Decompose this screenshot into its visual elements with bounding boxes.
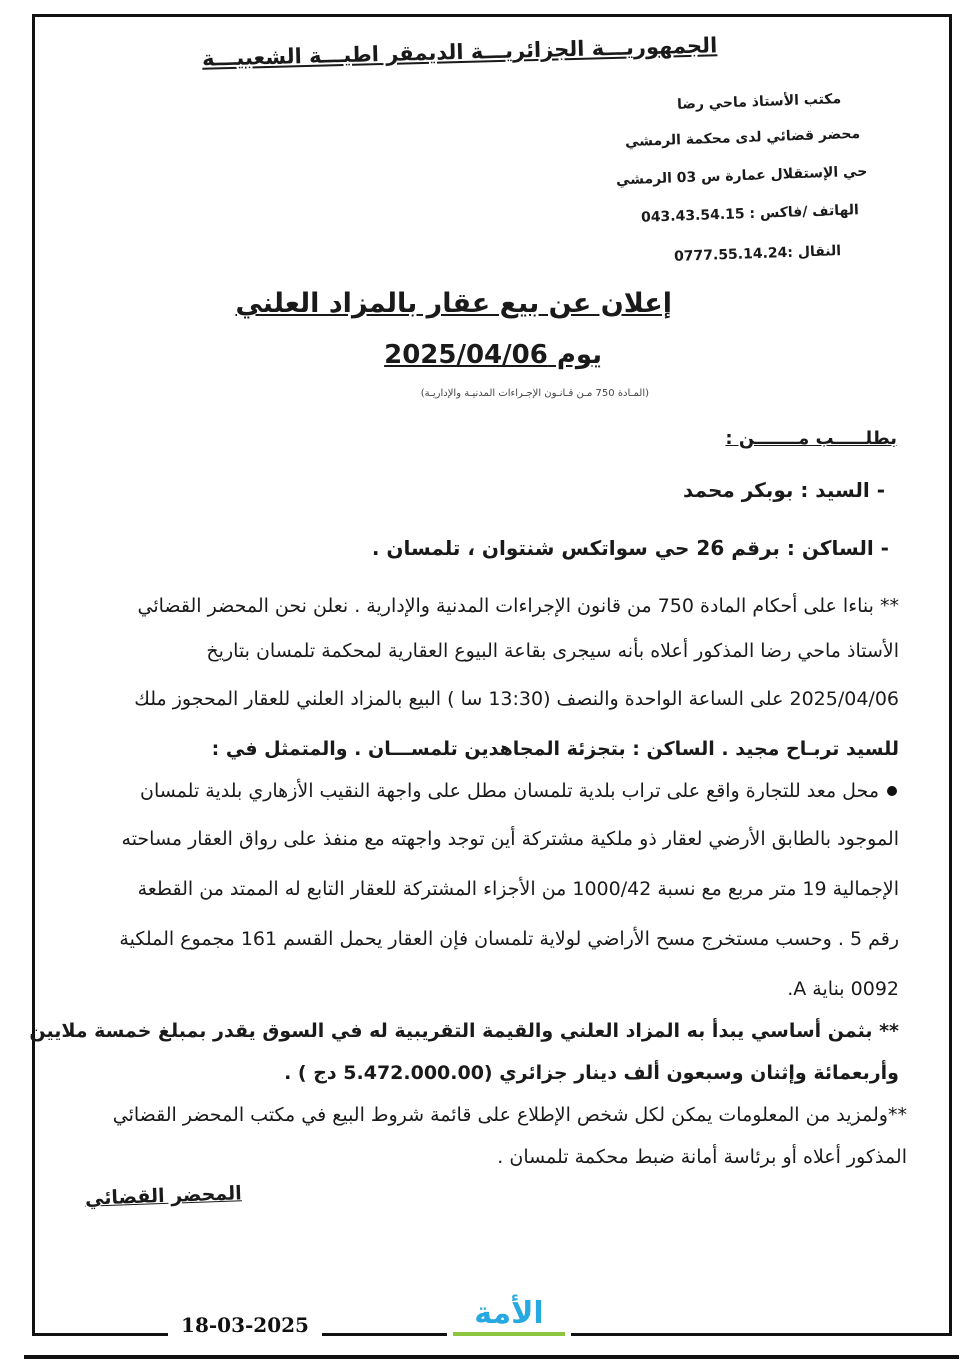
republic-header: الجمهوريـــة الجزائريـــة الديمقر اطيـــة الشعبيـــة [201, 33, 718, 71]
office-line-address: حي الإستقلال عمارة س 03 الرمشي [615, 163, 868, 189]
body-line-4: للسيد تربـاح مجيد . الساكن : بتجزئة المجاهدين تلمســـان . والمتمثل في : [211, 738, 899, 760]
body-line-10: ** بثمن أساسي يبدأ به المزاد العلني والقيمة التقريبية له في السوق يقدر بمبلغ خمسة ملايين [29, 1020, 899, 1042]
body-line-1: ** بناءا على أحكام المادة 750 من قانون الإجراءات المدنية والإدارية . نعلن نحن المحضر القضائي [137, 595, 899, 617]
requester-name: - السيد : بوبكر محمد [683, 478, 885, 502]
page-divider [24, 1355, 959, 1359]
logo-underline [453, 1332, 565, 1336]
body-line-3: 2025/04/06 على الساعة الواحدة والنصف (13:30 سا ) البيع بالمزاد العلني للعقار المحجوز ملك [134, 688, 899, 710]
body-line-11: وأربعمائة وإثنان وسبعون ألف دينار جزائري (5.472.000.00 دج ) . [284, 1062, 899, 1084]
newspaper-logo [447, 1296, 571, 1340]
requester-residence: - الساكن : برقم 26 حي سواتكس شنتوان ، تلمسان . [371, 536, 889, 560]
office-line-mobile: النقال :0777.55.14.24 [673, 243, 842, 265]
body-line-8: رقم 5 . وحسب مستخرج مسح الأراضي لولاية تلمسان فإن العقار يحمل القسم 161 مجموع الملكية [119, 928, 899, 950]
body-line-9: 0092 بناية A. [787, 978, 899, 1000]
office-line-phone: الهاتف /فاكس : 043.43.54.15 [640, 202, 860, 226]
body-line-5: محل معد للتجارة واقع على تراب بلدية تلمسان مطل على واجهة النقيب الأزهاري بلدية تلمسان [139, 780, 879, 802]
bullet-icon [887, 786, 897, 796]
request-label: بطلـــــب مـــــــن : [725, 428, 897, 449]
law-reference: (المـادة 750 مـن قـانـون الإجـراءات المدنيـة والإداريـة) [420, 388, 649, 399]
body-line-6: الموجود بالطابق الأرضي لعقار ذو ملكية مشتركة أين توجد واجهته مع منفذ على رواق العقار مساحته [121, 828, 899, 850]
property-bullet [140, 780, 897, 802]
office-line-name: مكتب الأستاذ ماحي رضا [676, 91, 842, 113]
publication-date: 18-03-2025 [168, 1312, 322, 1338]
body-line-13: المذكور أعلاه أو برئاسة أمانة ضبط محكمة تلمسان . [497, 1146, 907, 1168]
body-line-2: الأستاذ ماحي رضا المذكور أعلاه بأنه سيجرى بقاعة البيوع العقارية لمحكمة تلمسان بتاريخ [206, 640, 899, 662]
body-line-7: الإجمالية 19 متر مربع مع نسبة 1000/42 من الأجزاء المشتركة للعقار التابع له الممتد من القطعة [137, 878, 899, 900]
office-line-court: محضر قضائي لدى محكمة الرمشي [624, 125, 861, 151]
auction-date: يوم 2025/04/06 [384, 340, 602, 370]
logo-text: الأمة [474, 1296, 544, 1331]
announcement-title: إعلان عن بيع عقار بالمزاد العلني [235, 288, 672, 319]
bailiff-signature: المحضر القضائي [84, 1182, 243, 1210]
body-line-12: **ولمزيد من المعلومات يمكن لكل شخص الإطلاع على قائمة شروط البيع في مكتب المحضر القضائي [112, 1104, 907, 1126]
